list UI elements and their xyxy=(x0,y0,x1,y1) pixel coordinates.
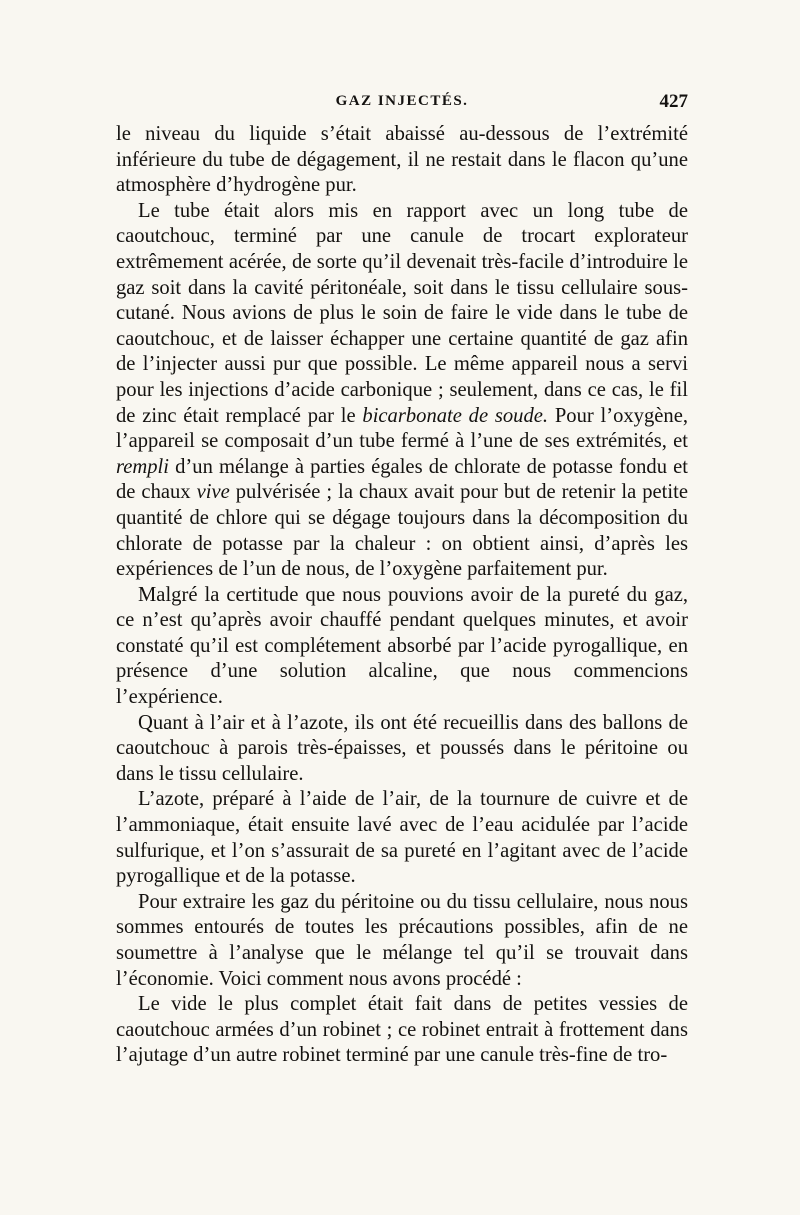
paragraph xyxy=(116,787,688,889)
text-run: L’azote, préparé à l’aide de l’air, de la tournure de cuivre et de l’ammoniaque, était ensuite lavé avec de l’eau acidulée par l’acide sulfurique, et l’on s’assurait de sa pureté en l’agitant avec de l’acide pyrogallique et de la potasse. xyxy=(116,788,688,888)
italic-text: bicarbonate de soude. xyxy=(362,404,549,427)
text-run: d’un mélange à parties égales de chlorate de potasse fondu et de chaux xyxy=(116,455,688,504)
italic-text: vive xyxy=(196,481,230,504)
text-run: Le vide le plus complet était fait dans de petites vessies de caoutchouc armées d’un robinet ; ce robinet entrait à frottement dans l’ajutage d’un autre robinet terminé par une canule très-fine de tro- xyxy=(116,993,688,1067)
paragraph xyxy=(116,992,688,1069)
text-run: Pour l’oxygène, l’appareil se composait d’un tube fermé à l’une de ses extrémités, et xyxy=(116,404,689,453)
paragraph xyxy=(116,890,688,992)
paragraph xyxy=(116,199,688,583)
text-run: Le tube était alors mis en rapport avec un long tube de caoutchouc, terminé par une canule de trocart explorateur extrêmement acérée, de sorte qu’il devenait très-facile d’introduire le gaz soit dans la cavité péritonéale, soit dans le tissu cellulaire sous-cutané. Nous avions de plus le soin de faire le vide dans le tube de caoutchouc, et de laisser échapper une certaine quantité de gaz afin de l’injecter aussi pur que possible. Le même appareil nous a servi pour les injections d’acide carbonique ; seulement, dans ce cas, le fil de zinc était remplacé par le xyxy=(116,199,688,427)
italic-text: rempli xyxy=(116,455,170,478)
paragraph xyxy=(116,583,688,711)
text-run: pulvérisée ; la chaux avait pour but de retenir la petite quantité de chlore qui se dégage toujours dans la décomposition du chlorate de potasse par la chaleur : on obtient ainsi, d’après les expériences de l’un de nous, de l’oxygène parfaitement pur. xyxy=(116,481,688,581)
text-run: le niveau du liquide s’était abaissé au-dessous de l’extrémité inférieure du tube de dégagement, il ne restait dans le flacon qu’une atmosphère d’hydrogène pur. xyxy=(116,123,688,197)
running-title: GAZ INJECTÉS. xyxy=(335,93,469,109)
running-head xyxy=(116,93,688,119)
text-run: Malgré la certitude que nous pouvions avoir de la pureté du gaz, ce n’est qu’après avoir chauffé pendant quelques minutes, et avoir constaté qu’il est complétement absorbé par l’acide pyrogallique, en présence d’une solution alcaline, que nous commencions l’expérience. xyxy=(116,583,688,709)
body-text xyxy=(116,122,688,1069)
text-run: Quant à l’air et à l’azote, ils ont été recueillis dans des ballons de caoutchouc à parois très-épaisses, et poussés dans le péritoine ou dans le tissu cellulaire. xyxy=(116,711,688,785)
page-number: 427 xyxy=(659,91,688,112)
paragraph xyxy=(116,122,688,199)
text-run: Pour extraire les gaz du péritoine ou du tissu cellulaire, nous nous sommes entourés de toutes les précautions possibles, afin de ne soumettre à l’analyse que le mélange tel qu’il se trouvait dans l’économie. Voici comment nous avons procédé : xyxy=(116,890,688,990)
paragraph xyxy=(116,711,688,788)
